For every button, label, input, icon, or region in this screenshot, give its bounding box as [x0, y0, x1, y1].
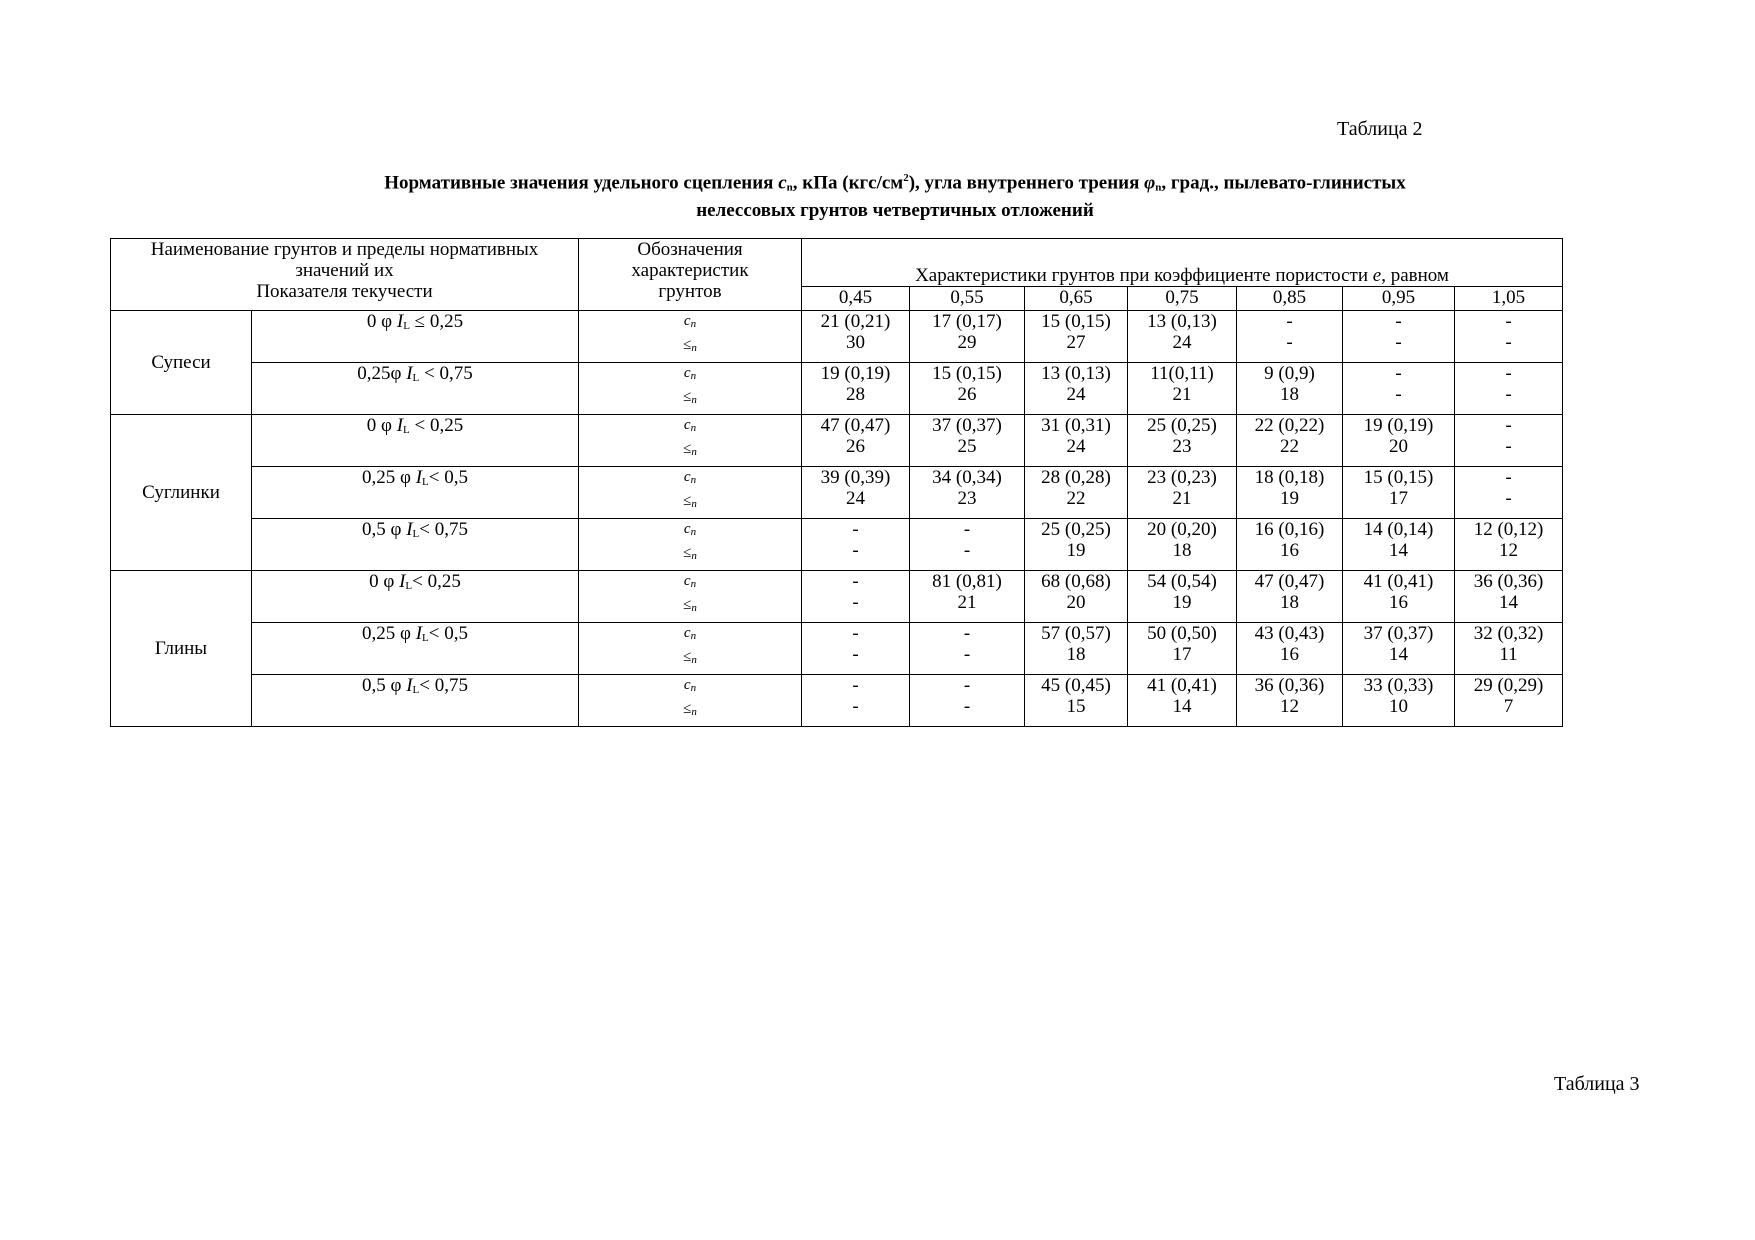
- value-cell: [802, 467, 910, 519]
- cohesion-value: 16 (0,16): [1254, 519, 1325, 540]
- liquidity-range: 0,5 φ $I_L< 0,75$: [252, 675, 579, 727]
- cohesion-value: -: [1505, 467, 1512, 488]
- cohesion-value: -: [1505, 363, 1512, 384]
- cohesion-value: 13 (0,13): [1041, 363, 1111, 384]
- value-cell: [1455, 415, 1563, 467]
- friction-value: 30: [846, 332, 865, 353]
- value-cell: [1343, 363, 1455, 415]
- friction-value: 22: [1280, 436, 1299, 457]
- cohesion-value: 19 (0,19): [820, 363, 891, 384]
- cohesion-value: 47 (0,47): [820, 415, 891, 436]
- cohesion-value: 54 (0,54): [1147, 571, 1217, 592]
- cohesion-value: -: [852, 623, 859, 644]
- table-row: [111, 623, 1563, 675]
- header-soil-name: Наименование грунтов и пределы нормативных значений их Показателя текучести: [111, 239, 579, 311]
- value-cell: [1128, 675, 1237, 727]
- value-cell: [802, 571, 910, 623]
- friction-value: -: [1286, 332, 1293, 353]
- value-cell: [1455, 571, 1563, 623]
- value-cell: [1237, 467, 1343, 519]
- table-row: [111, 675, 1563, 727]
- cohesion-value: 68 (0,68): [1041, 571, 1111, 592]
- table-row: [111, 363, 1563, 415]
- cohesion-value: 34 (0,34): [932, 467, 1002, 488]
- friction-value: 22: [1066, 488, 1086, 509]
- cohesion-symbol: $c_n$: [683, 521, 697, 538]
- value-cell: [1455, 363, 1563, 415]
- table-row: [111, 571, 1563, 623]
- value-cell: [1025, 467, 1128, 519]
- value-cell: [1128, 519, 1237, 571]
- friction-value: 19: [1280, 488, 1299, 509]
- friction-value: -: [852, 592, 859, 613]
- value-cell: [910, 415, 1025, 467]
- characteristic-symbols: [579, 623, 802, 675]
- value-cell: [1025, 415, 1128, 467]
- friction-value: 14: [1172, 696, 1192, 717]
- cohesion-value: 81 (0,81): [932, 571, 1002, 592]
- value-cell: [1128, 415, 1237, 467]
- cohesion-symbol: $c_n$: [683, 365, 697, 382]
- soil-properties-table: [110, 238, 1563, 727]
- friction-value: 18: [1172, 540, 1192, 561]
- value-cell: [1455, 623, 1563, 675]
- value-cell: [1343, 467, 1455, 519]
- characteristic-symbols: [579, 311, 802, 363]
- value-cell: [1025, 675, 1128, 727]
- friction-value: 14: [1389, 644, 1408, 665]
- value-cell: [802, 623, 910, 675]
- friction-value: 28: [846, 384, 865, 405]
- liquidity-range: 0 φ $I_L< 0,25$: [252, 571, 579, 623]
- cohesion-value: -: [1395, 363, 1402, 384]
- friction-value: -: [963, 696, 971, 717]
- friction-symbol: $\le_n$: [683, 597, 697, 614]
- value-cell: [1237, 571, 1343, 623]
- next-table-label: Таблица 3: [1554, 1073, 1640, 1095]
- friction-value: -: [963, 644, 971, 665]
- friction-value: 14: [1499, 592, 1519, 613]
- cohesion-symbol: $c_n$: [683, 313, 697, 330]
- cohesion-value: 22 (0,22): [1254, 415, 1325, 436]
- soil-name: Суглинки: [111, 415, 252, 571]
- cohesion-value: -: [1505, 415, 1512, 436]
- characteristic-symbols: [579, 675, 802, 727]
- friction-value: 29: [957, 332, 977, 353]
- friction-value: -: [1505, 436, 1512, 457]
- cohesion-value: -: [963, 675, 971, 696]
- value-cell: [1128, 311, 1237, 363]
- friction-value: 21: [957, 592, 977, 613]
- value-cell: [1455, 675, 1563, 727]
- value-cell: [1237, 415, 1343, 467]
- cohesion-symbol: $c_n$: [683, 573, 697, 590]
- header-e-value: 0,45: [802, 287, 910, 311]
- cohesion-symbol: $c_n$: [683, 469, 697, 486]
- friction-value: 23: [957, 488, 977, 509]
- header-e-value: 0,75: [1128, 287, 1237, 311]
- cohesion-value: 33 (0,33): [1363, 675, 1434, 696]
- value-cell: [802, 519, 910, 571]
- cohesion-value: -: [1286, 311, 1293, 332]
- friction-value: 12: [1499, 540, 1519, 561]
- value-cell: [1343, 623, 1455, 675]
- cohesion-value: 29 (0,29): [1473, 675, 1544, 696]
- value-cell: [1455, 311, 1563, 363]
- cohesion-value: 32 (0,32): [1473, 623, 1544, 644]
- cohesion-value: 18 (0,18): [1254, 467, 1325, 488]
- value-cell: [802, 363, 910, 415]
- cohesion-value: 47 (0,47): [1254, 571, 1325, 592]
- cohesion-value: 37 (0,37): [932, 415, 1002, 436]
- friction-symbol: $\le_n$: [683, 389, 697, 406]
- cohesion-value: -: [963, 519, 971, 540]
- friction-value: 18: [1280, 384, 1299, 405]
- table-row: [111, 467, 1563, 519]
- table-row: [111, 519, 1563, 571]
- value-cell: [1025, 571, 1128, 623]
- friction-value: -: [852, 696, 859, 717]
- header-symbols: Обозначения характеристик грунтов: [579, 239, 802, 311]
- friction-value: -: [852, 540, 859, 561]
- value-cell: [1237, 675, 1343, 727]
- characteristic-symbols: [579, 363, 802, 415]
- value-cell: [1237, 363, 1343, 415]
- friction-value: 17: [1172, 644, 1192, 665]
- cohesion-value: 45 (0,45): [1041, 675, 1111, 696]
- value-cell: [1025, 519, 1128, 571]
- value-cell: [910, 571, 1025, 623]
- header-e-value: 1,05: [1455, 287, 1563, 311]
- value-cell: [1237, 519, 1343, 571]
- friction-value: 7: [1503, 696, 1514, 717]
- liquidity-range: 0 φ $I_L < 0,25$: [252, 415, 579, 467]
- friction-value: 24: [1172, 332, 1192, 353]
- value-cell: [910, 519, 1025, 571]
- value-cell: [1128, 363, 1237, 415]
- value-cell: [1343, 519, 1455, 571]
- characteristic-symbols: [579, 467, 802, 519]
- table-row: [111, 415, 1563, 467]
- friction-value: 12: [1280, 696, 1299, 717]
- cohesion-value: 25 (0,25): [1041, 519, 1111, 540]
- cohesion-value: 11(0,11): [1150, 363, 1214, 384]
- friction-value: 24: [1066, 384, 1086, 405]
- value-cell: [1025, 311, 1128, 363]
- cohesion-symbol: $c_n$: [683, 677, 697, 694]
- value-cell: [1343, 675, 1455, 727]
- table-row: [111, 311, 1563, 363]
- value-cell: [1128, 467, 1237, 519]
- cohesion-value: 9 (0,9): [1264, 363, 1315, 384]
- value-cell: [910, 467, 1025, 519]
- value-cell: [1455, 519, 1563, 571]
- header-e-value: 0,95: [1343, 287, 1455, 311]
- value-cell: [802, 675, 910, 727]
- friction-value: 23: [1172, 436, 1192, 457]
- friction-value: 16: [1280, 540, 1299, 561]
- cohesion-symbol: $c_n$: [683, 625, 697, 642]
- cohesion-value: 57 (0,57): [1041, 623, 1111, 644]
- cohesion-value: 17 (0,17): [932, 311, 1002, 332]
- friction-value: 16: [1280, 644, 1299, 665]
- characteristic-symbols: [579, 571, 802, 623]
- value-cell: [1128, 623, 1237, 675]
- friction-value: 19: [1066, 540, 1086, 561]
- cohesion-value: 43 (0,43): [1254, 623, 1325, 644]
- friction-value: -: [1505, 332, 1512, 353]
- friction-value: -: [1395, 332, 1402, 353]
- soil-name: Супеси: [111, 311, 252, 415]
- value-cell: [1025, 363, 1128, 415]
- value-cell: [1343, 311, 1455, 363]
- friction-symbol: $\le_n$: [683, 701, 697, 718]
- cohesion-symbol: $c_n$: [683, 417, 697, 434]
- cohesion-value: 41 (0,41): [1147, 675, 1217, 696]
- liquidity-range: 0 φ $I_L \le 0,25$: [252, 311, 579, 363]
- friction-symbol: $\le_n$: [683, 441, 697, 458]
- cohesion-value: 31 (0,31): [1041, 415, 1111, 436]
- cohesion-value: -: [1505, 311, 1512, 332]
- cohesion-value: 25 (0,25): [1147, 415, 1217, 436]
- friction-symbol: $\le_n$: [683, 337, 697, 354]
- liquidity-range: 0,25φ $I_L < 0,75$: [252, 363, 579, 415]
- friction-value: 18: [1066, 644, 1086, 665]
- value-cell: [802, 311, 910, 363]
- value-cell: [910, 675, 1025, 727]
- friction-symbol: $\le_n$: [683, 649, 697, 666]
- friction-value: 20: [1066, 592, 1086, 613]
- liquidity-range: 0,5 φ $I_L< 0,75$: [252, 519, 579, 571]
- friction-value: 16: [1389, 592, 1408, 613]
- cohesion-value: 13 (0,13): [1147, 311, 1217, 332]
- liquidity-range: 0,25 φ $I_L< 0,5$: [252, 467, 579, 519]
- friction-value: 27: [1066, 332, 1086, 353]
- value-cell: [1237, 623, 1343, 675]
- friction-value: 20: [1389, 436, 1408, 457]
- cohesion-value: -: [852, 675, 859, 696]
- friction-value: 24: [846, 488, 865, 509]
- friction-value: 24: [1066, 436, 1086, 457]
- cohesion-value: 39 (0,39): [820, 467, 891, 488]
- value-cell: [910, 623, 1025, 675]
- friction-value: -: [1505, 488, 1512, 509]
- friction-symbol: $\le_n$: [683, 493, 697, 510]
- value-cell: [802, 415, 910, 467]
- value-cell: [1025, 623, 1128, 675]
- liquidity-range: 0,25 φ $I_L< 0,5$: [252, 623, 579, 675]
- friction-value: 21: [1172, 488, 1192, 509]
- friction-value: -: [1395, 384, 1402, 405]
- cohesion-value: 23 (0,23): [1147, 467, 1217, 488]
- cohesion-value: 15 (0,15): [1363, 467, 1434, 488]
- friction-value: 21: [1172, 384, 1192, 405]
- cohesion-value: 21 (0,21): [820, 311, 891, 332]
- value-cell: [910, 363, 1025, 415]
- cohesion-value: 36 (0,36): [1473, 571, 1544, 592]
- cohesion-value: 37 (0,37): [1363, 623, 1434, 644]
- cohesion-value: 15 (0,15): [932, 363, 1002, 384]
- cohesion-value: 20 (0,20): [1147, 519, 1217, 540]
- value-cell: [1455, 467, 1563, 519]
- cohesion-value: -: [852, 571, 859, 592]
- value-cell: [1237, 311, 1343, 363]
- friction-value: -: [1505, 384, 1512, 405]
- characteristic-symbols: [579, 415, 802, 467]
- friction-value: 26: [957, 384, 977, 405]
- header-e-value: 0,65: [1025, 287, 1128, 311]
- cohesion-value: 36 (0,36): [1254, 675, 1325, 696]
- cohesion-value: 50 (0,50): [1147, 623, 1217, 644]
- friction-value: 26: [846, 436, 865, 457]
- friction-value: 15: [1066, 696, 1086, 717]
- friction-value: -: [852, 644, 859, 665]
- header-e-value: 0,85: [1237, 287, 1343, 311]
- cohesion-value: 15 (0,15): [1041, 311, 1111, 332]
- cohesion-value: -: [1395, 311, 1402, 332]
- characteristic-symbols: [579, 519, 802, 571]
- friction-value: -: [963, 540, 971, 561]
- header-e-value: 0,55: [910, 287, 1025, 311]
- friction-value: 19: [1172, 592, 1192, 613]
- title-line-2: нелессовых грунтов четвертичных отложений: [696, 200, 1094, 222]
- friction-symbol: $\le_n$: [683, 545, 697, 562]
- table-title: [0, 166, 1755, 223]
- value-cell: [1343, 415, 1455, 467]
- cohesion-value: 28 (0,28): [1041, 467, 1111, 488]
- friction-value: 11: [1499, 644, 1518, 665]
- value-cell: [1343, 571, 1455, 623]
- title-line-1: Нормативные значения удельного сцепления $c_n$, кПа $(кгс/см^2)$, угла внутреннего трения $\varphi_n$, град., пылевато-глинистых: [384, 172, 1406, 194]
- friction-value: 10: [1389, 696, 1408, 717]
- cohesion-value: -: [963, 623, 971, 644]
- value-cell: [910, 311, 1025, 363]
- cohesion-value: -: [852, 519, 859, 540]
- cohesion-value: 14 (0,14): [1363, 519, 1434, 540]
- cohesion-value: 19 (0,19): [1363, 415, 1434, 436]
- header-porosity-group: Характеристики грунтов при коэффициенте пористости e, равном: [802, 239, 1563, 287]
- friction-value: 17: [1389, 488, 1408, 509]
- table-label: Таблица 2: [1337, 118, 1423, 140]
- soil-name: Глины: [111, 571, 252, 727]
- cohesion-value: 12 (0,12): [1473, 519, 1544, 540]
- friction-value: 18: [1280, 592, 1299, 613]
- friction-value: 25: [957, 436, 977, 457]
- friction-value: 14: [1389, 540, 1408, 561]
- value-cell: [1128, 571, 1237, 623]
- cohesion-value: 41 (0,41): [1363, 571, 1434, 592]
